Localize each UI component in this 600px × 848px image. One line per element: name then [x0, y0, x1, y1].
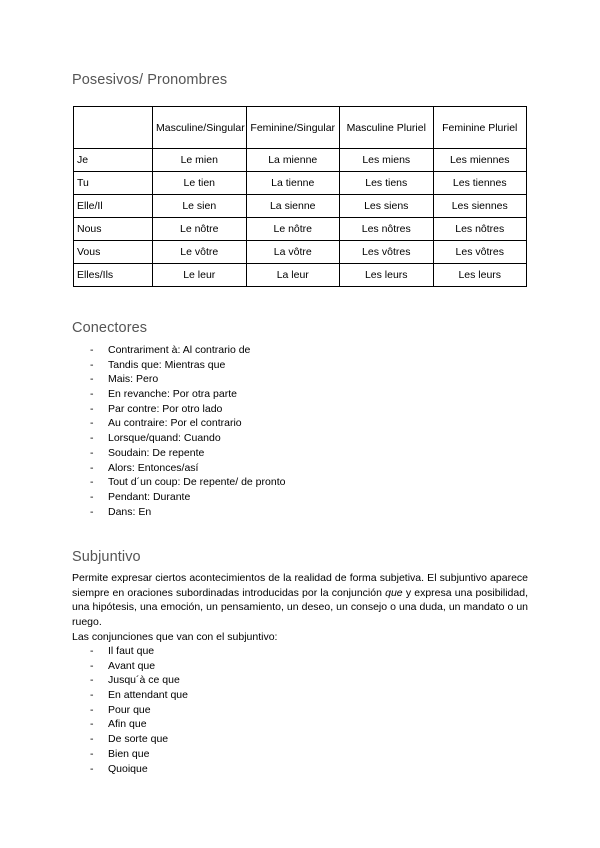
table-row-label: Je — [74, 149, 153, 172]
table-row-label: Tu — [74, 172, 153, 195]
table-cell: La leur — [246, 264, 340, 287]
table-cell: Les vôtres — [433, 241, 527, 264]
list-item: - Contrariment à: Al contrario de — [72, 343, 285, 358]
paragraph-text: y expresa una posibilidad, una hipótesis, una emoción, un pensamiento, un deseo, un consejo o una duda, un mandato o un ruego. — [72, 586, 528, 629]
table-cell: Les nôtres — [340, 218, 434, 241]
table-row — [74, 218, 527, 241]
list-item: - Avant que — [72, 659, 188, 674]
conjunciones-intro: Las conjunciones que van con el subjuntivo: — [72, 631, 278, 643]
table-cell: Le tien — [153, 172, 247, 195]
table-cell: La sienne — [246, 195, 340, 218]
table-row — [74, 149, 527, 172]
list-item: - Jusqu´à ce que — [72, 673, 188, 688]
table-cell: Le nôtre — [153, 218, 247, 241]
table-cell: Les nôtres — [433, 218, 527, 241]
table-header-row — [74, 107, 527, 149]
table-cell: Le nôtre — [246, 218, 340, 241]
list-item: - Tandis que: Mientras que — [72, 358, 285, 373]
subjuntivo-paragraph — [72, 571, 528, 630]
posesivos-table — [73, 106, 527, 287]
conectores-list — [72, 343, 285, 519]
list-item: - Par contre: Por otro lado — [72, 402, 285, 417]
table-cell: Les vôtres — [340, 241, 434, 264]
table-cell: La tienne — [246, 172, 340, 195]
list-item: - De sorte que — [72, 732, 188, 747]
table-cell: Les tiens — [340, 172, 434, 195]
table-header-cell — [74, 107, 153, 149]
table-row-label: Vous — [74, 241, 153, 264]
list-item: - Au contraire: Por el contrario — [72, 416, 285, 431]
list-item: - En attendant que — [72, 688, 188, 703]
table-cell: La mienne — [246, 149, 340, 172]
table-row-label: Nous — [74, 218, 153, 241]
table-header-cell: Feminine Pluriel — [433, 107, 527, 149]
table-header-cell: Masculine/Singular — [153, 107, 247, 149]
table-cell: Les leurs — [433, 264, 527, 287]
table-cell: Le sien — [153, 195, 247, 218]
table-cell: Le leur — [153, 264, 247, 287]
posesivos-heading: Posesivos/ Pronombres — [72, 72, 228, 88]
list-item: - Pendant: Durante — [72, 490, 285, 505]
table-row — [74, 195, 527, 218]
subjuntivo-heading: Subjuntivo — [72, 549, 141, 565]
table-cell: Les miennes — [433, 149, 527, 172]
table-row-label: Elles/Ils — [74, 264, 153, 287]
table-row — [74, 172, 527, 195]
list-item: - En revanche: Por otra parte — [72, 387, 285, 402]
list-item: - Afin que — [72, 717, 188, 732]
table-header-cell: Feminine/Singular — [246, 107, 340, 149]
list-item: - Lorsque/quand: Cuando — [72, 431, 285, 446]
table-cell: Les miens — [340, 149, 434, 172]
list-item: - Mais: Pero — [72, 372, 285, 387]
list-item: - Pour que — [72, 703, 188, 718]
table-cell: Les siennes — [433, 195, 527, 218]
table-cell: Les leurs — [340, 264, 434, 287]
conjunciones-list — [72, 644, 188, 776]
table-cell: Les tiennes — [433, 172, 527, 195]
list-item: - Il faut que — [72, 644, 188, 659]
table-row-label: Elle/Il — [74, 195, 153, 218]
table-cell: La vôtre — [246, 241, 340, 264]
table-header-cell: Masculine Pluriel — [340, 107, 434, 149]
table-cell: Les siens — [340, 195, 434, 218]
table-cell: Le vôtre — [153, 241, 247, 264]
list-item: - Tout d´un coup: De repente/ de pronto — [72, 475, 285, 490]
table-row — [74, 241, 527, 264]
list-item: - Soudain: De repente — [72, 446, 285, 461]
table-cell: Le mien — [153, 149, 247, 172]
conectores-heading: Conectores — [72, 320, 148, 336]
paragraph-text: Permite expresar ciertos acontecimientos de la realidad de forma subjetiva. El subjuntivo aparece siempre en oraciones subordinadas introducidas por la conjunción — [72, 572, 528, 599]
list-item: - Bien que — [72, 747, 188, 762]
table-row — [74, 264, 527, 287]
paragraph-emphasis: que — [385, 586, 403, 599]
list-item: - Dans: En — [72, 505, 285, 520]
list-item: - Quoique — [72, 762, 188, 777]
list-item: - Alors: Entonces/así — [72, 461, 285, 476]
